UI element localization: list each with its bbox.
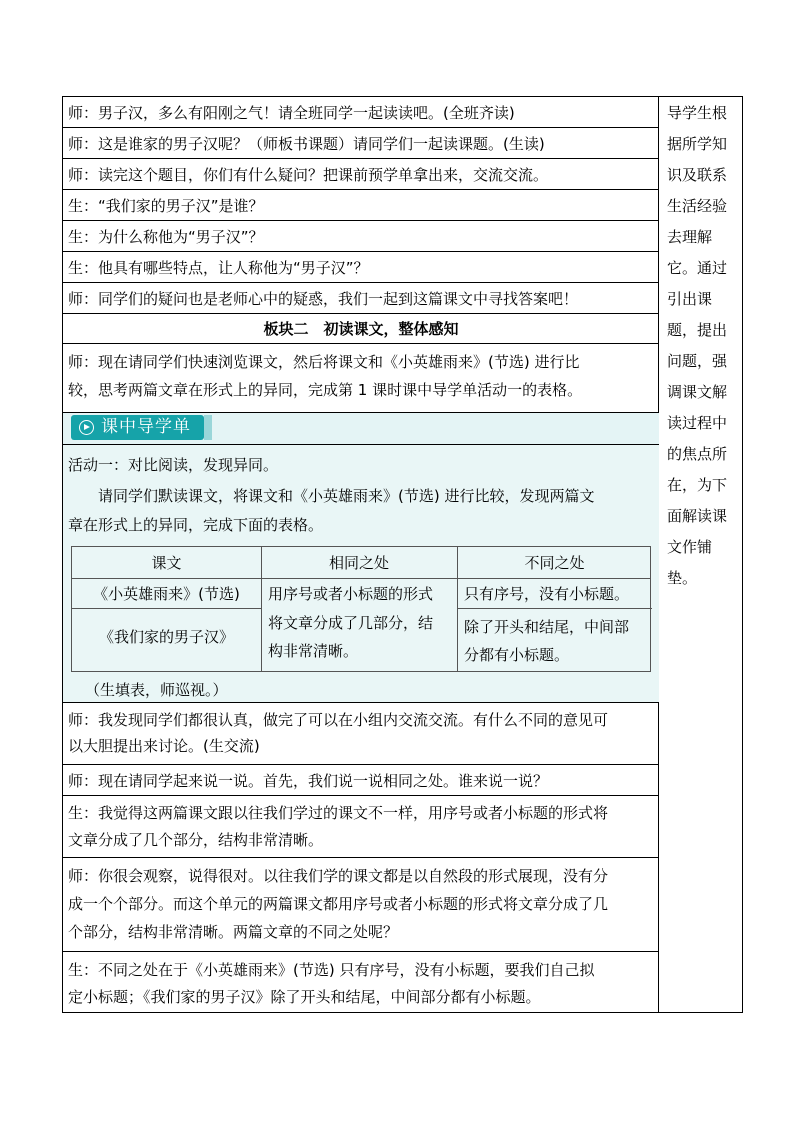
side-note-line: 读过程中 <box>667 414 728 432</box>
table-cell-text2: 《我们家的男子汉》 <box>98 628 234 646</box>
table-header: 不同之处 <box>524 554 585 572</box>
student-paragraph: 生：我觉得这两篇课文跟以往我们学过的课文不一样，用序号或者小标题的形式将 文章分成了几个部分，结构非常清晰。 <box>63 796 659 858</box>
comparison-table <box>71 546 651 672</box>
dialogue-row: 师：现在请同学起来说一说。首先，我们说一说相同之处。谁来说一说？ <box>63 765 659 796</box>
play-circle-icon <box>79 420 94 435</box>
activity-instruction: 请同学们默读课文，将课文和《小英雄雨来》(节选) 进行比较，发现两篇文 <box>98 487 595 505</box>
compare-paragraph: 师：现在请同学们快速浏览课文，然后将课文和《小英雄雨来》(节选) 进行比 较，思考两篇文章在形式上的异同，完成第 1 课时课中导学单活动一的表格。 <box>63 344 659 413</box>
table-header: 相同之处 <box>328 554 389 572</box>
student-paragraph: 生：不同之处在于《小英雄雨来》(节选) 只有序号，没有小标题，要我们自己拟 定小标题；《我们家的男子汉》除了开头和结尾，中间部分都有小标题。 <box>68 961 595 1006</box>
main-column <box>63 97 659 1012</box>
table-header: 课文 <box>151 554 182 572</box>
teacher-paragraph: 师：你很会观察，说得很对。以往我们学的课文都是以自然段的形式展现，没有分 成一个个部分。而这个单元的两篇课文都用序号或者小标题的形式将文章分成了几 个部分，结构非常清晰。两篇文章的不同之处呢？ <box>63 858 659 952</box>
dialogue-row: 生：“我们家的男子汉”是谁？ <box>63 190 659 221</box>
side-note-line: 面解读课 <box>667 507 728 525</box>
side-note-line: 据所学知 <box>667 135 728 153</box>
table-cell-text1: 《小英雄雨来》(节选) <box>93 585 240 603</box>
side-note-line: 调课文解 <box>667 383 728 401</box>
side-note-line: 问题，强 <box>667 352 728 370</box>
banner-tag <box>71 415 204 440</box>
dialogue-row: 生：为什么称他为“男子汉”？ <box>63 221 659 252</box>
table-cell-diff1: 只有序号，没有小标题。 <box>464 585 630 603</box>
activity-heading: 活动一：对比阅读，发现异同。 <box>68 456 279 474</box>
banner-label: 课中导学单 <box>101 417 191 437</box>
dialogue-row: 师：同学们的疑问也是老师心中的疑惑，我们一起到这篇课文中寻找答案吧！ <box>63 283 659 314</box>
activity-instruction: 章在形式上的异同，完成下面的表格。 <box>68 516 324 534</box>
table-cell-same: 用序号或者小标题的形式 <box>268 585 434 603</box>
side-note-line: 垫。 <box>667 569 698 587</box>
side-note-line: 文作铺 <box>667 538 713 556</box>
discuss-paragraph: 师：我发现同学们都很认真，做完了可以在小组内交流交流。有什么不同的意见可 以大胆提出来讨论。(生交流) <box>63 703 659 765</box>
table-cell-diff2: 分都有小标题。 <box>464 646 570 664</box>
side-note-line: 生活经验 <box>667 197 728 215</box>
table-cell-same: 构非常清晰。 <box>268 642 359 660</box>
dialogue-row: 师：男子汉，多么有阳刚之气！请全班同学一起读读吧。(全班齐读) <box>63 97 659 128</box>
table-cell-diff2: 除了开头和结尾，中间部 <box>464 618 630 636</box>
side-note-column <box>659 97 743 1012</box>
side-note-line: 题，提出 <box>667 321 728 339</box>
side-note-line: 的焦点所 <box>667 445 728 463</box>
side-note-line: 它。通过 <box>667 259 728 277</box>
side-note-line: 去理解 <box>667 228 713 246</box>
side-note-line: 识及联系 <box>667 166 728 184</box>
banner-tail <box>204 415 212 440</box>
study-sheet-banner <box>63 413 659 445</box>
dialogue-row: 师：读完这个题目，你们有什么疑问？把课前预学单拿出来，交流交流。 <box>63 159 659 190</box>
side-note-line: 引出课 <box>667 290 713 308</box>
side-note-line: 导学生根 <box>667 104 728 122</box>
activity-note: （生填表，师巡视。） <box>85 681 228 699</box>
dialogue-row: 师：这是谁家的男子汉呢？（师板书课题）请同学们一起读课题。(生读) <box>63 128 659 159</box>
lesson-table <box>62 96 743 1013</box>
dialogue-row: 生：他具有哪些特点，让人称他为“男子汉”？ <box>63 252 659 283</box>
section-title-row <box>63 314 659 344</box>
side-note-line: 在，为下 <box>667 476 728 494</box>
table-cell-same: 将文章分成了几部分，结 <box>268 614 434 632</box>
section-title: 板块二 初读课文，整体感知 <box>263 320 459 338</box>
